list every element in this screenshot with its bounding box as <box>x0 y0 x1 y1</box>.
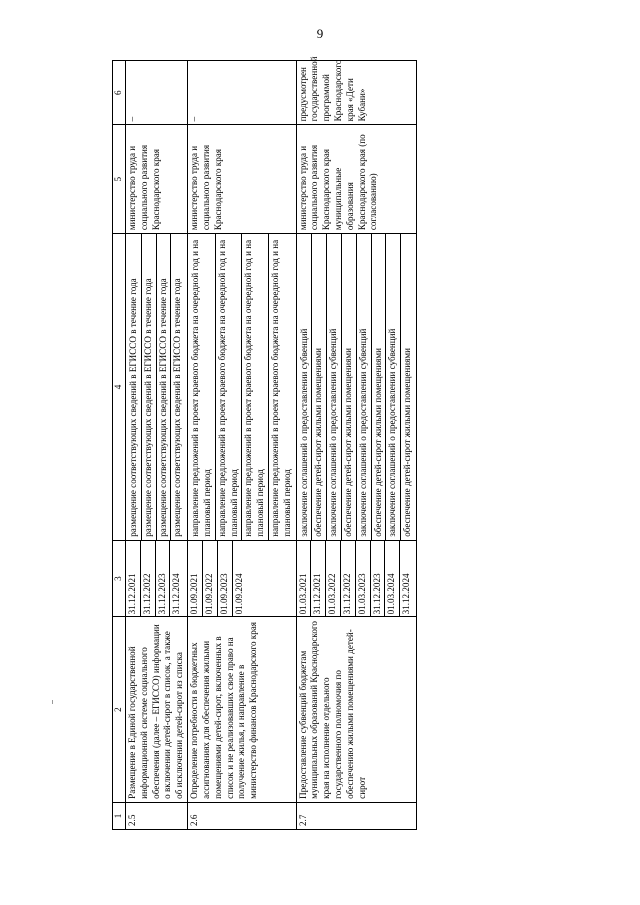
result: заключение соглашений о предоставлении субвенций <box>356 234 371 540</box>
results-cell <box>296 234 417 541</box>
row-number: 2.5 <box>126 802 188 829</box>
page-number: 9 <box>316 26 324 41</box>
table-row <box>188 61 297 830</box>
row-number: 2.6 <box>188 802 297 829</box>
activity-name: Определение потребности в бюджетных ассигнованиях для обеспечения жилыми помещениями детей-сирот, включенных в список и не реализовавших свое право на получение жилья, и направление в министерство финансов Краснодарского края <box>188 617 297 802</box>
result: направление предложений в проект краевого бюджета на очередной год и на плановый период <box>241 234 268 540</box>
result: заключение соглашений о предоставлении субвенций <box>298 328 309 537</box>
result: размещение соответствующих сведений в ЕГИССО в течение года <box>128 278 138 537</box>
funding-source: предусмотрен государственной программой Краснодарского края «Дети Кубани» <box>296 61 417 125</box>
date: 31.12.2023 <box>155 540 170 618</box>
result: обеспечение детей-сирот жилыми помещениями <box>341 234 356 540</box>
responsible: министерство труда и социального развития Краснодарского края <box>126 125 188 234</box>
date: 31.12.2022 <box>340 540 355 618</box>
result: обеспечение детей-сирот жилыми помещениями <box>400 234 415 540</box>
date: 31.12.2022 <box>140 540 155 618</box>
results-cell <box>188 234 297 541</box>
date: 31.12.2021 <box>127 573 137 615</box>
funding-source: – <box>188 61 297 125</box>
responsible: министерство труда и социального развития Краснодарского края <box>188 125 297 234</box>
column-header: 3 <box>113 540 126 617</box>
result: направление предложений в проект краевого бюджета на очередной год и на плановый период <box>268 234 295 540</box>
date: 01.09.2021 <box>189 573 200 615</box>
date: 01.03.2024 <box>384 540 399 618</box>
rotated-table-wrapper <box>112 56 522 830</box>
table-row <box>126 61 188 830</box>
scan-mark <box>52 700 53 704</box>
result: размещение соответствующих сведений в ЕГИССО в течение года <box>156 234 171 540</box>
date: 01.03.2022 <box>325 540 340 618</box>
result: заключение соглашений о предоставлении субвенций <box>385 234 400 540</box>
header-row <box>113 61 126 830</box>
result: размещение соответствующих сведений в ЕГИССО в течение года <box>170 234 185 540</box>
column-header: 1 <box>113 802 126 829</box>
date: 01.03.2023 <box>355 540 370 618</box>
activities-table <box>112 56 417 830</box>
date: 01.09.2023 <box>217 540 232 618</box>
dates-cell <box>188 540 297 617</box>
result: обеспечение детей-сирот жилыми помещениями <box>311 234 326 540</box>
result: обеспечение детей-сирот жилыми помещениями <box>371 234 386 540</box>
date: 31.12.2024 <box>399 540 414 618</box>
results-cell <box>126 234 188 541</box>
column-header: 6 <box>113 61 126 125</box>
result: заключение соглашений о предоставлении субвенций <box>326 234 341 540</box>
date: 01.09.2024 <box>232 540 247 618</box>
column-header: 5 <box>113 125 126 234</box>
column-header: 2 <box>113 617 126 802</box>
result: размещение соответствующих сведений в ЕГИССО в течение года <box>141 234 156 540</box>
activity-name: Предоставление субвенций бюджетам муниципальных образований Краснодарского края на исполнение отдельного государственного полномочия по обеспечению жилыми помещениями детей-сирот <box>296 617 417 802</box>
result: направление предложений в проект краевого бюджета на очередной год и на плановый период <box>215 234 242 540</box>
date: 31.12.2021 <box>310 540 325 618</box>
date: 31.12.2024 <box>169 540 184 618</box>
row-number: 2.7 <box>296 802 417 829</box>
dates-cell <box>126 540 188 617</box>
responsible: министерство труда и социального развития Краснодарского края муниципальные образования Краснодарского края (по согласованию) <box>296 125 417 234</box>
date: 01.03.2021 <box>297 573 308 615</box>
dates-cell <box>296 540 417 617</box>
column-header: 4 <box>113 234 126 541</box>
table-row <box>296 61 417 830</box>
activity-name: Размещение в Единой государственной информационной системе социального обеспечения (далее – ЕГИССО) информации о включении детей-сирот в список, а также об исключении детей-сирот из списка <box>126 617 188 802</box>
date: 01.09.2022 <box>202 540 217 618</box>
result: направление предложений в проект краевого бюджета на очередной год и на плановый период <box>190 239 212 537</box>
funding-source: – <box>126 61 188 125</box>
date: 31.12.2023 <box>370 540 385 618</box>
